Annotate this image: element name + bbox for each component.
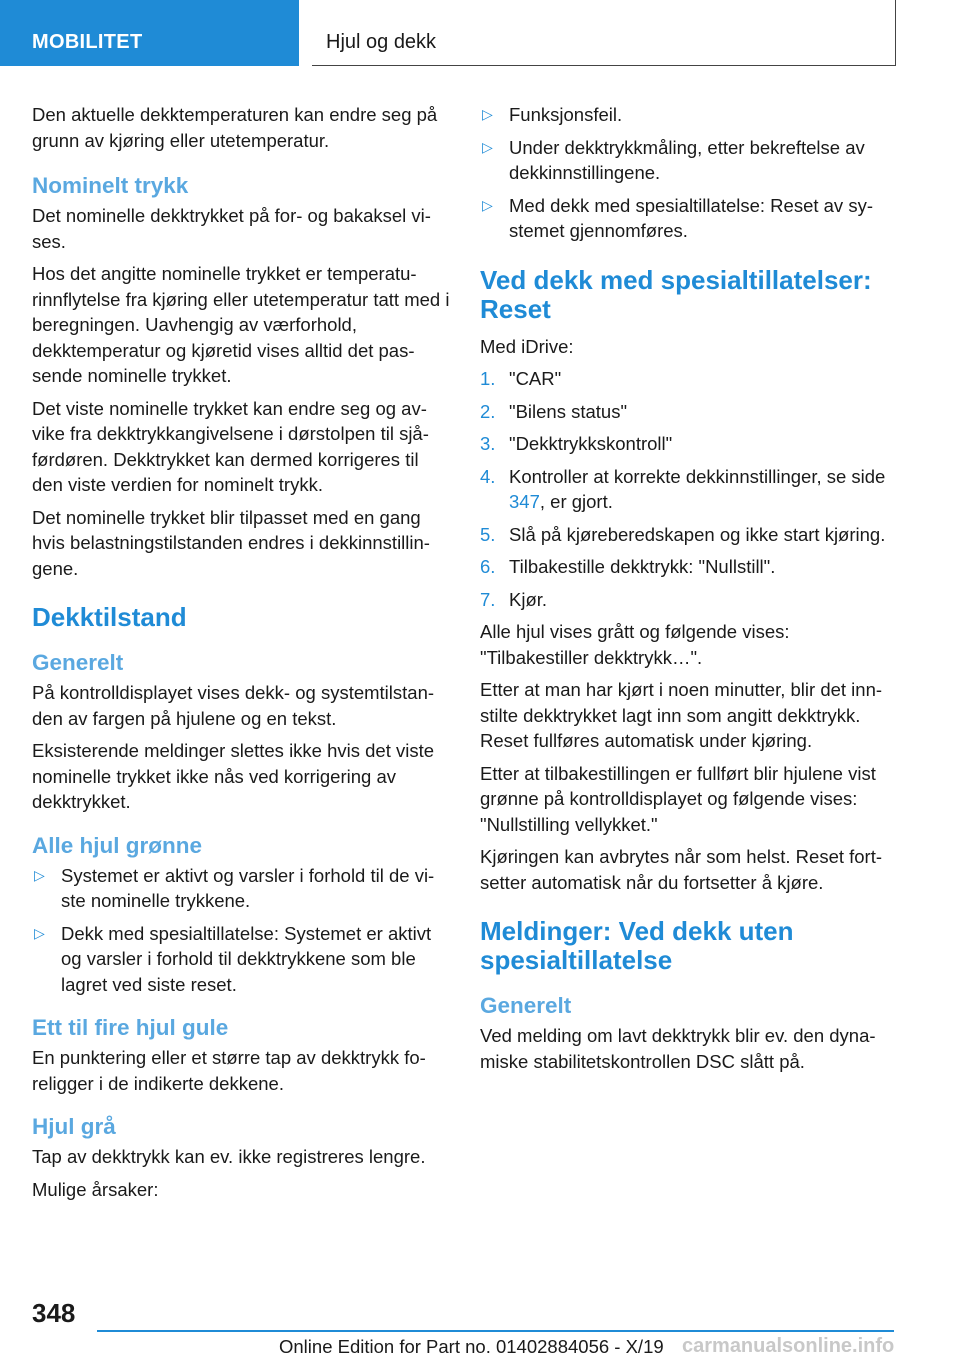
list-item-text: Funksjonsfeil. bbox=[509, 104, 623, 125]
step-text: "Dekktrykkskontroll" bbox=[509, 433, 673, 454]
chapter-title: Hjul og dekk bbox=[312, 0, 896, 66]
triangle-bullet-icon: ▷ bbox=[482, 106, 493, 122]
paragraph: Mulige årsaker: bbox=[32, 1178, 159, 1200]
step-text: , er gjort. bbox=[539, 491, 613, 512]
list-item bbox=[32, 921, 450, 998]
list-item bbox=[32, 863, 450, 914]
triangle-bullet-icon: ▷ bbox=[482, 196, 493, 213]
step-text: "Bilens status" bbox=[509, 400, 628, 422]
step-number: 5. bbox=[480, 523, 496, 545]
step-text: Kjør. bbox=[509, 588, 548, 610]
paragraph: Det nominelle dekktrykket på for- og bakaksel vi-ses. bbox=[32, 205, 431, 252]
right-column bbox=[480, 102, 898, 1081]
heading-ett-til-fire-hjul-gule: Ett til fire hjul gule bbox=[32, 1015, 229, 1040]
paragraph: Kjøringen kan avbrytes når som helst. Reset fort-setter automatisk når du fortsetter å kjøre. bbox=[480, 846, 883, 893]
paragraph: Med iDrive: bbox=[480, 335, 574, 357]
step-number: 3. bbox=[480, 433, 496, 454]
list-item-text: Med dekk med spesialtillatelse: Reset av sy-stemet gjennomføres. bbox=[509, 194, 873, 241]
page-reference-link[interactable]: 347 bbox=[509, 491, 540, 512]
list-item bbox=[480, 193, 898, 244]
bullet-list bbox=[32, 863, 450, 998]
paragraph: Det nominelle trykket blir tilpasset med en gang hvis belastningstilstanden endres i dekkinnstillin-gene. bbox=[32, 506, 430, 579]
list-item-text: Under dekktrykkmåling, etter bekreftelse av dekkinnstillingene. bbox=[509, 136, 865, 183]
heading-generelt: Generelt bbox=[480, 993, 572, 1018]
step-item bbox=[480, 399, 898, 425]
step-item bbox=[480, 431, 898, 457]
paragraph: Det viste nominelle trykket kan endre seg og av-vike fra dekktrykkangivelsene i dørstolpen til sjå-førdøren. Dekktrykket kan dermed korrigeres til den viste verdien for nominelt trykk. bbox=[32, 397, 429, 495]
step-text: "CAR" bbox=[509, 368, 562, 389]
heading-generelt: Generelt bbox=[32, 650, 124, 675]
step-number: 6. bbox=[480, 556, 496, 577]
paragraph: Ved melding om lavt dekktrykk blir ev. den dyna-miske stabilitetskontrollen DSC slått på. bbox=[480, 1025, 876, 1072]
left-column bbox=[32, 102, 450, 1209]
heading-meldinger: Meldinger: Ved dekk uten spesialtillatelse bbox=[480, 916, 794, 975]
intro-paragraph: Den aktuelle dekktemperaturen kan endre seg på grunn av kjøring eller utetemperatur. bbox=[32, 104, 438, 151]
triangle-bullet-icon: ▷ bbox=[34, 924, 45, 941]
heading-alle-hjul-gronne: Alle hjul grønne bbox=[32, 832, 203, 858]
paragraph: Hos det angitte nominelle trykket er temperatu-rinnflytelse fra kjøring eller utetemperatur tatt med i beregningen. Uavhengig av værforhold, dekktemperatur og kjøretid vises alltid det pas-sende nominelle trykket. bbox=[32, 263, 450, 386]
footer-divider bbox=[97, 1330, 894, 1332]
paragraph: Etter at tilbakestillingen er fullført blir hjulene vist grønne på kontrolldisplayet og følgende vises: "Nullstilling vellykket." bbox=[480, 762, 876, 835]
step-number: 2. bbox=[480, 400, 496, 422]
step-item bbox=[480, 554, 898, 580]
bullet-list bbox=[480, 102, 898, 244]
edition-text: Online Edition for Part no. 01402884056 - X/19 bbox=[279, 1336, 664, 1357]
step-text: Tilbakestille dekktrykk: "Nullstill". bbox=[509, 556, 776, 577]
step-item bbox=[480, 464, 898, 515]
step-item bbox=[480, 366, 898, 392]
step-number: 1. bbox=[480, 368, 496, 389]
step-text: Kontroller at korrekte dekkinnstillinger, se side bbox=[509, 465, 886, 487]
step-item bbox=[480, 522, 898, 548]
numbered-steps bbox=[480, 366, 898, 612]
step-number: 7. bbox=[480, 588, 496, 610]
watermark: carmanualsonline.info bbox=[682, 1335, 895, 1357]
heading-hjul-gra: Hjul grå bbox=[32, 1114, 116, 1139]
heading-nominelt-trykk: Nominelt trykk bbox=[32, 173, 189, 198]
list-item bbox=[480, 135, 898, 186]
step-item bbox=[480, 587, 898, 613]
triangle-bullet-icon: ▷ bbox=[482, 138, 493, 155]
heading-dekktilstand: Dekktilstand bbox=[32, 602, 187, 632]
step-text: Slå på kjøreberedskapen og ikke start kjøring. bbox=[509, 523, 886, 545]
paragraph: På kontrolldisplayet vises dekk- og systemtilstan-den av fargen på hjulene og en tekst. bbox=[32, 682, 435, 729]
heading-reset: Ved dekk med spesialtillatelser: Reset bbox=[480, 264, 872, 324]
triangle-bullet-icon: ▷ bbox=[34, 866, 45, 883]
paragraph: Tap av dekktrykk kan ev. ikke registreres lengre. bbox=[32, 1146, 426, 1167]
page-number: 348 bbox=[32, 1298, 76, 1328]
list-item-text: Systemet er aktivt og varsler i forhold til de vi-ste nominelle trykkene. bbox=[61, 864, 435, 911]
list-item bbox=[480, 102, 898, 128]
page-header bbox=[0, 0, 960, 66]
section-tab: MOBILITET bbox=[0, 0, 299, 66]
list-item-text: Dekk med spesialtillatelse: Systemet er aktivt og varsler i forhold til dekktrykkene som ble lagret ved siste reset. bbox=[61, 922, 432, 995]
paragraph: Eksisterende meldinger slettes ikke hvis det viste nominelle trykket ikke nås ved korrigering av dekktrykket. bbox=[32, 740, 435, 812]
paragraph: Etter at man har kjørt i noen minutter, blir det inn-stilte dekktrykket lagt inn som angitt dekktrykk. Reset fullføres automatisk under kjøring. bbox=[480, 679, 883, 751]
paragraph: Alle hjul vises grått og følgende vises: "Tilbakestiller dekktrykk…". bbox=[480, 621, 790, 668]
step-number: 4. bbox=[480, 465, 496, 487]
paragraph: En punktering eller et større tap av dekktrykk fo-religger i de indikerte dekkene. bbox=[32, 1047, 426, 1094]
